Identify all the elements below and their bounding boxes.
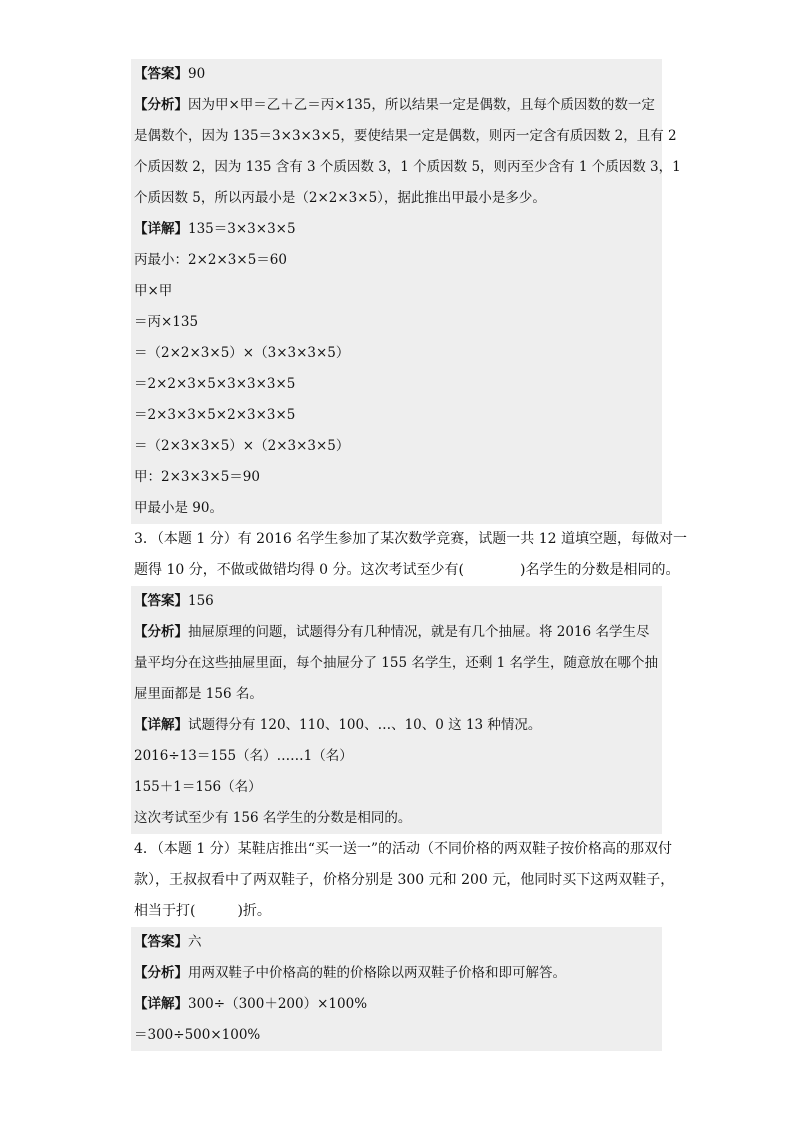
question-3-line: 3．（本题 1 分）有 2016 名学生参加了某次数学竞赛，试题一共 12 道填空题，每做对一	[134, 531, 687, 547]
analysis-tag: 【分析】	[134, 624, 188, 640]
detail-text: 300÷（300＋200）×100%	[188, 996, 368, 1012]
analysis-line: 是偶数个，因为 135＝3×3×3×5，要使结果一定是偶数，则丙一定含有质因数 2，且有 2	[131, 121, 662, 152]
detail-line: 2016÷13＝155（名）……1（名）	[131, 741, 662, 772]
detail-line: ＝（2×3×3×5）×（2×3×3×5）	[131, 431, 662, 462]
analysis-line	[131, 958, 662, 989]
analysis-tag: 【分析】	[134, 97, 188, 113]
detail-line	[131, 989, 662, 1020]
analysis-text: 抽屉原理的问题，试题得分有几种情况，就是有几个抽屉。将 2016 名学生尽	[188, 624, 650, 640]
detail-line: 这次考试至少有 156 名学生的分数是相同的。	[131, 803, 662, 834]
detail-line: 甲最小是 90。	[131, 493, 662, 524]
analysis-line	[131, 617, 662, 648]
analysis-line: 个质因数 2，因为 135 含有 3 个质因数 3，1 个质因数 5，则丙至少含有 1 个质因数 3，1	[131, 152, 662, 183]
answer-tag: 【答案】	[134, 66, 188, 82]
detail-line: 155＋1＝156（名）	[131, 772, 662, 803]
answer-line	[131, 586, 662, 617]
solution-content	[131, 59, 687, 1051]
answer-value: 156	[188, 593, 214, 609]
answer-line	[131, 927, 662, 958]
detail-line: ＝2×3×3×5×2×3×3×5	[131, 400, 662, 431]
detail-text: 135＝3×3×3×5	[188, 221, 296, 237]
question-4-line: 款），王叔叔看中了两双鞋子，价格分别是 300 元和 200 元，他同时买下这两双鞋子，	[134, 872, 675, 888]
detail-line: ＝300÷500×100%	[131, 1020, 662, 1051]
detail-line: 甲：2×3×3×5＝90	[131, 462, 662, 493]
question-3-line: 题得 10 分，不做或做错均得 0 分。这次考试至少有( )名学生的分数是相同的。	[134, 562, 680, 578]
analysis-line	[131, 90, 662, 121]
answer-tag: 【答案】	[134, 934, 188, 950]
detail-line: 甲×甲	[131, 276, 662, 307]
detail-tag: 【详解】	[134, 996, 188, 1012]
answer-line	[131, 59, 662, 90]
answer-value: 六	[188, 934, 202, 950]
answer-value: 90	[188, 66, 206, 82]
question-4-line: 4．（本题 1 分）某鞋店推出“买一送一”的活动（不同价格的两双鞋子按价格高的那双付	[134, 841, 673, 857]
analysis-text: 用两双鞋子中价格高的鞋的价格除以两双鞋子价格和即可解答。	[188, 965, 566, 981]
analysis-line: 个质因数 5，所以丙最小是（2×2×3×5），据此推出甲最小是多少。	[131, 183, 662, 214]
question-4-line: 相当于打( )折。	[134, 903, 271, 919]
analysis-tag: 【分析】	[134, 965, 188, 981]
detail-line: ＝丙×135	[131, 307, 662, 338]
detail-tag: 【详解】	[134, 221, 188, 237]
detail-line: 丙最小：2×2×3×5＝60	[131, 245, 662, 276]
detail-line: ＝（2×2×3×5）×（3×3×3×5）	[131, 338, 662, 369]
analysis-text: 因为甲×甲＝乙＋乙＝丙×135，所以结果一定是偶数，且每个质因数的数一定	[188, 97, 655, 113]
detail-text: 试题得分有 120、110、100、…、10、0 这 13 种情况。	[188, 717, 542, 733]
detail-line	[131, 710, 662, 741]
analysis-line: 量平均分在这些抽屉里面，每个抽屉分了 155 名学生，还剩 1 名学生，随意放在哪个抽	[131, 648, 662, 679]
detail-line	[131, 214, 662, 245]
analysis-line: 屉里面都是 156 名。	[131, 679, 662, 710]
detail-tag: 【详解】	[134, 717, 188, 733]
answer-tag: 【答案】	[134, 593, 188, 609]
detail-line: ＝2×2×3×5×3×3×3×5	[131, 369, 662, 400]
